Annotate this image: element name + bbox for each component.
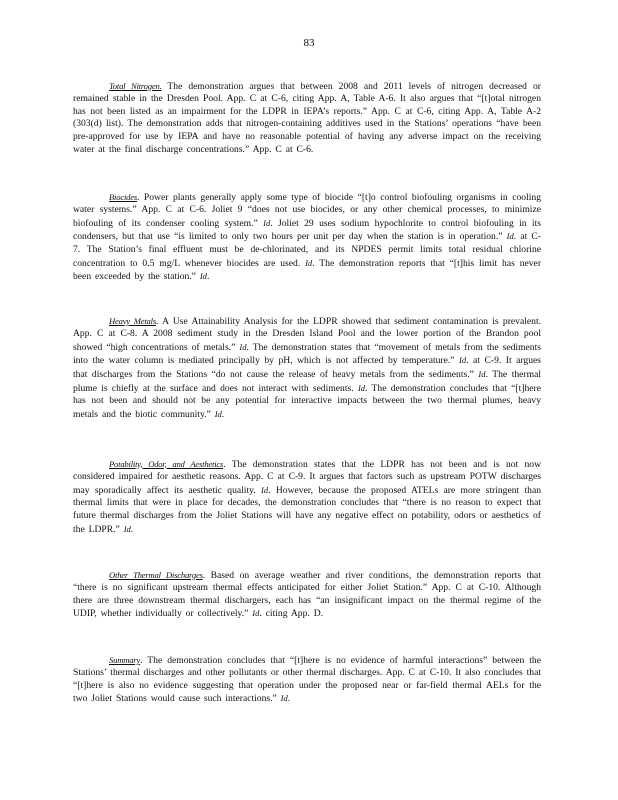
body-text: . Based on average weather and river conditions, the demonstration reports that “there is no significant upstream thermal effects anticipated for either Joliet Station.” App. C at C-10. Although there are three downstream thermal dischargers, each has “an insignificant impact on the thermal regime of the UDIP, whether individually or collectively.” [73, 569, 541, 620]
body-text: . at C-9. It argues that discharges from the Stations “do not cause the release of heavy metals from the sediments.” [73, 355, 542, 380]
paragraph-biocides [73, 191, 541, 284]
citation-id: Id [305, 257, 313, 268]
body-text: . The demonstration reports that “[t]his limit has never been exceeded by the station.” [73, 257, 542, 283]
section-heading: Total Nitrogen. [109, 80, 162, 91]
citation-id: Id [478, 368, 486, 379]
page-number: 83 [303, 37, 315, 49]
body-text: . The thermal plume is chiefly at the surface and does not interact with sediments. [73, 368, 541, 394]
citation-id: Id [506, 231, 514, 242]
citation-id: Id [199, 271, 207, 282]
body-text: . The demonstration states that the LDPR has not been and is not now considered impaired for aesthetic reasons. App. C at C-9. It argues that factors such as upstream POTW discharges may sporadically affect its aesthetic quality. [73, 458, 542, 496]
section-heading: Potability, Odor, and Aesthetics [109, 458, 224, 469]
section-heading: Other Thermal Discharges [109, 569, 203, 580]
body-text: . Joliet 29 uses sodium hypochlorite to control biofouling in its condensers, but that use “is limited to only two hours per unit per day when the station is in operation.” [73, 217, 541, 243]
body-text: . The demonstration states that “movement of metals from the sediments into the water column is mediated principally by pH, which is not affected by temperature.” [73, 341, 541, 367]
citation-id: Id [123, 523, 131, 534]
citation-id: Id [263, 217, 271, 228]
body-text: . [206, 271, 210, 283]
section-heading: Heavy Metals [109, 315, 156, 326]
body-text: . [130, 523, 134, 535]
citation-id: Id [252, 608, 260, 619]
body-text: . The demonstration concludes that “[t]here is no evidence of harmful interactions” between the Stations’ thermal discharges and other pollutants or other thermal discharges. App. C at C-10. It also concludes that “[t]here is also no evidence suggesting that operation under the proposed near or far-field thermal AELs for the two Joliet Stations would cause such interactions.” [73, 654, 541, 705]
body-text: . A Use Attainability Analysis for the LDPR showed that sediment contamination is prevalent. App. C at C-8. A 2008 sediment study in the Dresden Island Pool and the lower portion of the Brandon pool showed “high concentrations of metals.” [73, 315, 542, 353]
body-text: The demonstration argues that between 2008 and 2011 levels of nitrogen decreased or remained stable in the Dresden Pool. App. C at C-6, citing App. A, Table A-6. It also argues that “[t]otal nitrogen has not been listed as an impairment for the LDPR in IEPA’s reports.” App. C at C-6, citing App. A, Table A-2 (303(d) list). The demonstration adds that nitrogen-containing additives used in the Stations’ operations “have been pre-approved for use by IEPA and have no reasonable potential of having any adverse impact on the receiving water at the final discharge concentrations.” App. C at C-6. [73, 80, 541, 155]
citation-id: Id [459, 355, 467, 366]
body-text: . The demonstration concludes that “[t]here has not been and should not be any potential for interactive impacts between the two thermal plumes, heavy metals and the biotic community.” [73, 382, 541, 420]
body-text: . Power plants generally apply some type of biocide “[t]o control biofouling organisms in cooling water systems.” App. C at C-6. Joliet 9 “does not use biocides, or any other chemical processes, to minimize biofouling of its condenser cooling system.” [73, 191, 541, 229]
paragraph-heavy-metals [73, 315, 541, 422]
paragraph-total-nitrogen [73, 80, 541, 157]
body-text: . citing App. D. [259, 608, 324, 620]
paragraph-potability-odor-aesthetics [73, 458, 541, 537]
paragraph-other-thermal-discharges [73, 569, 541, 621]
body-text: . [221, 408, 225, 420]
citation-id: Id [239, 341, 247, 352]
citation-id: Id [214, 408, 222, 419]
body-text: . at C-7. The Station’s final effluent must be de-chlorinated, and its NPDES permit limits total residual chlorine concentration to 0.5 mg/L whenever biocides are used. [73, 231, 541, 269]
section-heading: Summary [109, 654, 141, 665]
citation-id: Id [280, 693, 288, 704]
citation-id: Id [261, 484, 269, 495]
body-text: . However, because the proposed ATELs are more stringent than thermal limits that were in place for decades, the demonstration concludes that “there is no reason to expect that future thermal discharges from the Joliet Stations will have any negative effect on potability, odors or aesthetics of the LDPR.” [73, 484, 541, 535]
paragraph-summary [73, 654, 541, 706]
section-heading: Biocides [109, 191, 137, 202]
citation-id: Id [357, 382, 366, 393]
body-text: . [287, 693, 291, 705]
